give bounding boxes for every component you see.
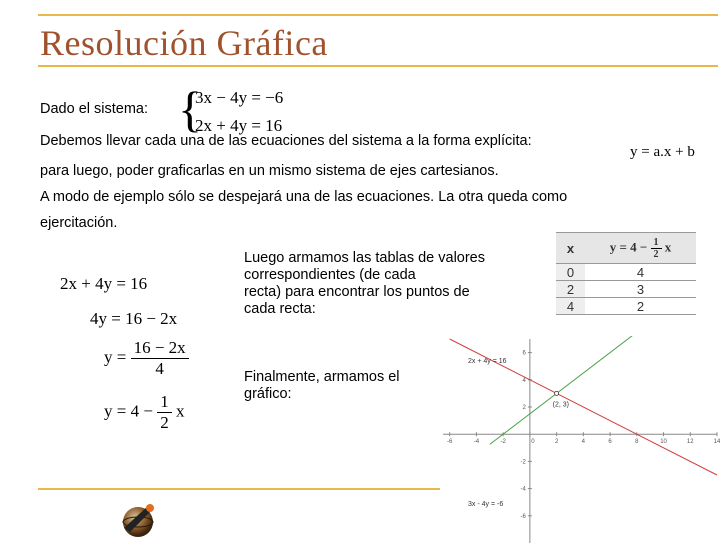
table-row: 0 4 <box>556 264 696 281</box>
x-tick-label: 6 <box>608 439 612 446</box>
paragraph-example-1: A modo de ejemplo sólo se despejará una de las ecuaciones. La otra queda como <box>40 189 568 205</box>
paragraph-explicit: Debemos llevar cada una de las ecuaciones del sistema a la forma explícita: <box>40 133 532 149</box>
step-1: 2x + 4y = 16 <box>60 274 148 293</box>
x-tick-label: -4 <box>473 439 480 446</box>
series-line-2 <box>490 336 650 444</box>
x-tick-label: 0 <box>531 439 535 446</box>
line2-label: 3x - 4y = -6 <box>468 501 504 508</box>
table-row: 2 3 <box>556 281 696 298</box>
x-tick-label: 8 <box>635 439 639 446</box>
y-tick-label: -6 <box>520 513 526 520</box>
step-3: y = $\frac{16 - 2x}{4}$ <box>104 338 189 379</box>
value-table <box>556 232 696 315</box>
line-chart <box>440 336 720 546</box>
title-underline <box>38 65 718 67</box>
system-brace: { <box>178 81 202 137</box>
step-4: y = 4 − $\frac{1}{2}$ x <box>104 392 185 432</box>
paragraph-example-2: ejercitación. <box>40 215 118 231</box>
x-tick-label: 2 <box>554 439 559 446</box>
x-tick-label: 4 <box>581 439 586 446</box>
system-eq1: 3x − 4y = −6 <box>195 88 284 107</box>
x-tick-label: 12 <box>686 439 694 446</box>
table-header-y: y = 4 − $\frac{1}{2}$ x <box>585 233 696 264</box>
x-tick-label: -6 <box>447 439 453 446</box>
x-tick-label: 14 <box>713 439 720 446</box>
intersection-point <box>555 391 559 395</box>
y-tick-label: 2 <box>522 405 526 411</box>
y-tick-label: -2 <box>520 459 526 466</box>
line1-label: 2x + 4y = 16 <box>468 358 507 365</box>
y-tick-label: 6 <box>522 350 526 357</box>
paragraph-graph: para luego, poder graficarlas en un mismo sistema de ejes cartesianos. <box>40 163 499 179</box>
y-tick-label: 4 <box>522 377 526 384</box>
x-tick-label: 10 <box>660 439 667 446</box>
intersection-label: (2, 3) <box>552 401 569 409</box>
top-rule <box>38 14 718 16</box>
tables-text: Luego armamos las tablas de valores correspondientes (de cada recta) para encontrar los puntos de cada recta: <box>244 250 485 317</box>
system-eq2: 2x + 4y = 16 <box>195 116 283 135</box>
bottom-rule <box>38 488 440 490</box>
step-2: 4y = 16 − 2x <box>90 309 178 328</box>
graph-text: Finalmente, armamos el gráfico: <box>244 369 400 402</box>
y-tick-label: -4 <box>520 486 526 493</box>
table-header-x: x <box>556 233 585 264</box>
globe-logo-icon <box>118 498 162 542</box>
intro-label: Dado el sistema: <box>40 101 148 117</box>
page-title: Resolución Gráfica <box>40 23 328 63</box>
x-tick-label: -2 <box>500 439 506 446</box>
explicit-form: y = a.x + b <box>630 144 695 160</box>
table-row: 4 2 <box>556 298 696 315</box>
